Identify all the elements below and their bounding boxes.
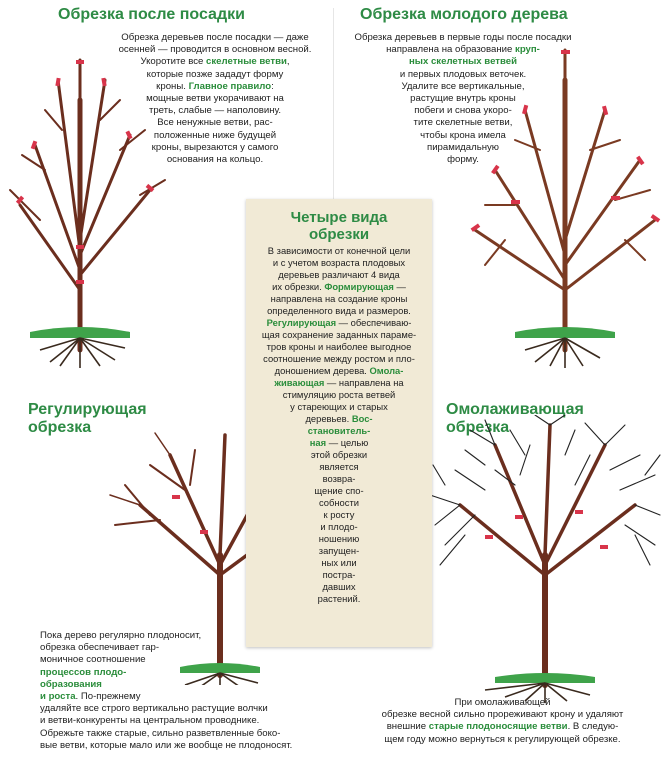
text-segment: растений. <box>317 593 361 604</box>
highlight-term: скелетные ветви <box>206 56 287 68</box>
text-line <box>40 679 330 691</box>
text-segment: и плодо- <box>320 521 358 532</box>
text-segment: Пока дерево регулярно плодоносит, <box>40 630 202 641</box>
text-segment: Все ненужные ветви, рас- <box>157 117 273 129</box>
text-line <box>256 521 422 533</box>
title-line-1: Омолаживающая <box>446 401 584 418</box>
text-segment: форму. <box>447 154 479 166</box>
text-segment: обрезке весной сильно прореживают крону и удаляют <box>381 709 624 721</box>
text-line <box>40 703 330 715</box>
text-segment: : <box>271 80 274 92</box>
text-segment: определенного вида и размеров. <box>267 305 411 316</box>
text-line <box>40 654 330 666</box>
text-line <box>256 533 422 545</box>
text-line <box>256 341 422 353</box>
text-line <box>256 281 422 293</box>
text-segment: к росту <box>323 509 355 520</box>
text-line <box>256 245 422 257</box>
text-line <box>256 413 422 425</box>
text-line <box>256 593 422 605</box>
panel-text <box>340 697 665 746</box>
text-segment: является <box>319 461 359 472</box>
text-line <box>256 305 422 317</box>
highlight-term: и роста <box>40 691 76 703</box>
text-line <box>256 461 422 473</box>
text-line <box>256 365 422 377</box>
highlight-term: становитель- <box>307 425 371 436</box>
text-segment: давших <box>322 581 356 592</box>
text-segment: соотношение между ростом и пло- <box>263 353 415 364</box>
text-line <box>256 389 422 401</box>
text-line <box>340 721 665 733</box>
text-segment: деревьев. <box>305 413 352 424</box>
text-segment: собности <box>319 497 359 508</box>
text-segment: Обрежьте также старые, сильно разветвленные боко- <box>40 727 281 739</box>
text-segment: ных или <box>321 557 357 568</box>
text-segment: Обрезка деревьев в первые годы после посадки <box>354 32 572 43</box>
young-tree-pyramid-illustration <box>455 40 665 370</box>
title-line-2: обрезка <box>28 419 92 436</box>
text-segment: щение спо- <box>314 485 364 496</box>
text-segment: основания на кольцо. <box>166 154 264 166</box>
text-line <box>256 449 422 461</box>
text-segment: ношению <box>318 533 360 544</box>
text-line <box>256 317 422 329</box>
text-line <box>256 293 422 305</box>
text-segment: деревьев различают 4 вида <box>278 269 400 280</box>
text-segment: возвра- <box>322 473 356 484</box>
title-line-1: Регулирующая <box>28 401 147 418</box>
highlight-term: живающая <box>274 377 325 388</box>
text-line <box>256 425 422 437</box>
text-segment: положенные ниже будущей <box>153 129 277 141</box>
highlight-term: старые плодоносящие ветви <box>428 721 568 733</box>
text-segment: . По-прежнему <box>75 691 141 703</box>
text-segment: их обрезки. <box>272 281 325 292</box>
text-segment: и с учетом возраста плодовых <box>272 257 406 268</box>
highlight-term: Регулирующая <box>266 317 337 328</box>
text-segment: которые позже зададут форму <box>146 68 284 80</box>
text-line <box>40 715 330 727</box>
text-line <box>256 437 422 449</box>
text-line <box>256 497 422 509</box>
text-segment: и ветви-конкуренты на центральном проводнике. <box>40 715 260 727</box>
highlight-term: Вос- <box>351 413 373 424</box>
text-line <box>256 569 422 581</box>
text-segment: — целью <box>326 437 369 448</box>
panel-title: Обрезка после посадки <box>58 6 245 23</box>
text-segment: пирамидальную <box>427 141 499 153</box>
young-tree-illustration <box>0 40 175 370</box>
text-segment: удаляйте все строго вертикально растущие волчки <box>40 703 268 715</box>
text-segment: моничное соотношение <box>40 654 146 666</box>
text-line <box>256 353 422 365</box>
text-line <box>40 691 330 703</box>
panel-title: Обрезка молодого дерева <box>360 6 568 23</box>
title-line-1: Четыре вида <box>290 209 388 226</box>
text-segment: этой обрезки <box>310 449 368 460</box>
text-segment: направлена на создание кроны <box>270 293 408 304</box>
text-line <box>40 667 330 679</box>
text-segment: у стареющих и старых <box>290 401 388 412</box>
box-title <box>246 209 432 243</box>
text-segment: треть, слабые — наполовину. <box>148 105 282 117</box>
text-line <box>340 734 665 746</box>
highlight-term: ных скелетных ветвей <box>408 56 517 68</box>
text-line <box>256 557 422 569</box>
text-line <box>256 473 422 485</box>
box-text <box>256 245 422 605</box>
text-line <box>256 545 422 557</box>
four-types-box <box>246 199 432 647</box>
text-segment: чтобы крона имела <box>420 129 506 141</box>
text-segment: кроны, вырезаются у самого <box>151 141 279 153</box>
panel-text <box>40 630 330 752</box>
title-line-2: обрезки <box>308 226 370 243</box>
text-line <box>256 401 422 413</box>
text-segment: вые ветви, которые мало или же вообще не плодоносят. <box>40 739 293 751</box>
highlight-term: процессов плодо- <box>40 666 127 678</box>
text-line <box>40 728 330 740</box>
text-segment: , <box>286 56 290 68</box>
text-segment: мощные ветви укорачивают на <box>146 93 284 105</box>
text-line <box>340 697 665 709</box>
title-line-2: обрезка <box>446 419 510 436</box>
text-segment: стимуляцию роста ветвей <box>282 389 396 400</box>
highlight-term: Главное правило <box>188 80 272 92</box>
text-segment: — обеспечиваю- <box>336 317 412 328</box>
text-segment: постра- <box>322 569 356 580</box>
text-segment: щая сохранение заданных параме- <box>261 329 417 340</box>
text-segment: тров кроны и наиболее выгодное <box>266 341 412 352</box>
text-line <box>256 509 422 521</box>
text-segment: щем году можно вернуться к регулирующей обрезке. <box>384 733 621 745</box>
text-line <box>256 257 422 269</box>
text-segment: Обрезка деревьев после посадки — даже <box>121 32 309 43</box>
text-segment: запущен- <box>318 545 360 556</box>
text-segment: кроны. <box>156 80 189 92</box>
text-line <box>340 709 665 721</box>
text-segment: направлена на образование <box>386 44 516 56</box>
text-line <box>256 377 422 389</box>
text-line <box>256 269 422 281</box>
highlight-term: Формирующая <box>324 281 394 292</box>
text-segment: осенней — проводится в основном весной. <box>118 44 312 56</box>
text-segment: доношением дерева. <box>274 365 370 376</box>
text-segment: . В следую- <box>567 721 619 733</box>
text-line <box>256 485 422 497</box>
highlight-term: круп- <box>515 44 540 56</box>
highlight-term: ная <box>309 437 327 448</box>
highlight-term: Омола- <box>369 365 404 376</box>
text-segment: — <box>393 281 406 292</box>
text-segment: В зависимости от конечной цели <box>267 245 411 256</box>
old-tree-illustration <box>425 415 665 705</box>
text-line <box>256 581 422 593</box>
text-segment: внешние <box>386 721 429 733</box>
text-segment: При омолаживающей <box>454 697 551 708</box>
text-segment: и первых плодовых веточек. <box>399 68 527 80</box>
text-segment: Укоротите все <box>140 56 207 68</box>
text-segment: растущие внутрь кроны <box>410 93 516 105</box>
text-line <box>256 329 422 341</box>
text-segment: обрезка обеспечивает гар- <box>40 642 160 654</box>
text-segment: тите скелетные ветви, <box>413 117 513 129</box>
text-line <box>40 740 330 752</box>
highlight-term: образования <box>40 678 102 690</box>
text-segment: побеги и снова укоро- <box>414 105 512 117</box>
text-segment: — направлена на <box>324 377 404 388</box>
text-segment: Удалите все вертикальные, <box>401 80 525 92</box>
